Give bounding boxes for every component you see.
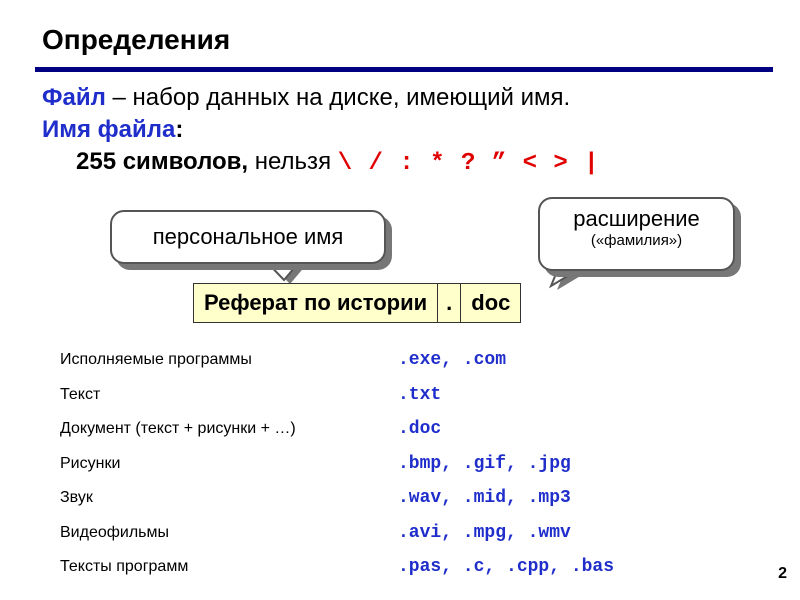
file-type-name: Рисунки <box>60 454 121 472</box>
page-number: 2 <box>778 565 787 582</box>
file-type-name: Видеофильмы <box>60 523 170 541</box>
file-type-extensions: .wav, .mid, .mp3 <box>398 488 571 509</box>
file-type-extensions: .doc <box>398 419 442 440</box>
file-type-extensions: .pas, .c, .cpp, .bas <box>398 557 615 578</box>
file-type-extensions: .txt <box>398 384 442 405</box>
table-row <box>50 447 614 482</box>
filename-example <box>193 283 521 323</box>
file-type-extensions: .exe, .com <box>398 350 507 371</box>
file-types-table <box>50 343 614 585</box>
filename-example-extension: doc <box>461 284 521 323</box>
table-row <box>50 481 614 516</box>
file-type-name: Исполняемые программы <box>60 351 252 369</box>
slide-title: Определения <box>42 24 231 55</box>
filename-example-name: Реферат по истории <box>194 284 438 323</box>
file-type-name: Звук <box>60 489 93 507</box>
file-type-extensions: .avi, .mpg, .wmv <box>398 522 571 543</box>
forbidden-characters: \ / : * ? ” < > | <box>337 150 600 177</box>
file-type-name: Тексты программ <box>60 558 189 576</box>
filename-term: Имя файла <box>42 116 176 143</box>
table-row <box>50 550 614 585</box>
table-row <box>50 378 614 413</box>
filename-example-dot: . <box>438 284 461 323</box>
callout-extension-note: («фамилия») <box>590 232 683 249</box>
table-row <box>50 516 614 551</box>
filename-length-limit: 255 символов, <box>76 148 249 175</box>
table-row <box>50 412 614 447</box>
file-type-extensions: .bmp, .gif, .jpg <box>398 453 571 474</box>
filename-colon: : <box>175 116 184 143</box>
callout-personal-name-text: персональное имя <box>152 224 344 249</box>
file-term: Файл <box>42 84 106 111</box>
forbidden-label: нельзя <box>248 148 338 175</box>
file-definition-text: – набор данных на диске, имеющий имя. <box>105 84 571 111</box>
file-type-name: Документ (текст + рисунки + …) <box>60 420 296 438</box>
table-row <box>50 343 614 378</box>
file-type-name: Текст <box>60 385 101 403</box>
callout-extension-text: расширение <box>573 206 700 231</box>
